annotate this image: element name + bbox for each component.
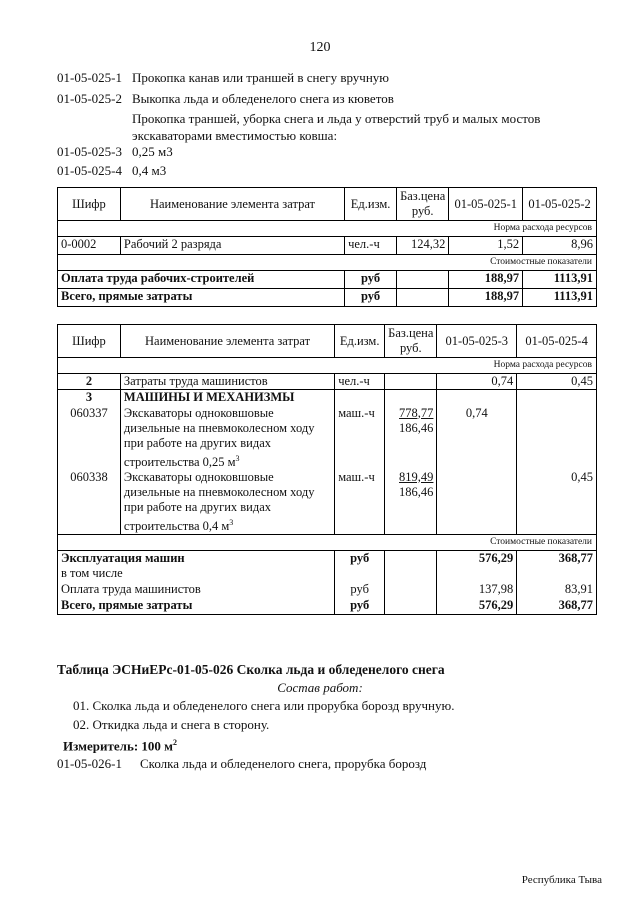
total-name: в том числе <box>58 566 335 582</box>
total-name: Оплата труда машинистов <box>58 582 335 598</box>
page-number: 120 <box>309 40 331 55</box>
total-unit: руб <box>335 582 385 598</box>
col-header-code: Шифр <box>58 188 121 221</box>
total-unit: руб <box>345 289 397 307</box>
total-row <box>58 289 597 307</box>
header-text-4: 0,25 м3 <box>132 144 173 159</box>
row-unit: чел.-ч <box>335 374 385 390</box>
col-header-price: Баз.цена руб. <box>385 325 437 358</box>
row-v2: 8,96 <box>523 237 597 255</box>
col-header-name: Наименование элемента затрат <box>120 188 344 221</box>
measure-sup: 2 <box>173 738 178 747</box>
machine-price: 778,77 <box>399 405 434 420</box>
norms-table-2 <box>57 324 597 615</box>
total-v2: 1113,91 <box>523 271 597 289</box>
header-code-1: 01-05-025-1 <box>57 70 122 85</box>
section-title: Таблица ЭСНиЕРс-01-05-026 Сколка льда и обледенелого снега <box>57 662 445 677</box>
total-v1: 576,29 <box>437 598 517 614</box>
measure-label: Измеритель: 100 м <box>63 738 174 754</box>
col-header-v2: 01-05-025-2 <box>523 188 597 221</box>
header-text-2: Выкопка льда и обледенелого снега из кюветов <box>132 91 394 106</box>
section-name: МАШИНЫ И МЕХАНИЗМЫ <box>120 390 334 406</box>
table-row <box>58 374 597 390</box>
machine-sup: 3 <box>229 517 234 527</box>
total-v2: 83,91 <box>517 582 597 598</box>
line-code: 01-05-026-1 <box>57 756 122 771</box>
total-v2: 1113,91 <box>523 289 597 307</box>
line-text: Сколка льда и обледенелого снега, прорубка борозд <box>140 756 427 771</box>
total-v2: 368,77 <box>517 598 597 614</box>
table-row <box>58 237 597 255</box>
col-header-v1: 01-05-025-3 <box>437 325 517 358</box>
total-v1: 188,97 <box>449 289 523 307</box>
work-item-1: 01. Сколка льда и обледенелого снега или прорубка борозд вручную. <box>73 698 455 713</box>
total-v1: 188,97 <box>449 271 523 289</box>
machine-price-2: 186,46 <box>399 420 434 435</box>
col-header-price: Баз.цена руб. <box>397 188 449 221</box>
composition-label: Состав работ: <box>277 680 363 695</box>
header-code-2: 01-05-025-2 <box>57 91 122 106</box>
total-v1: 576,29 <box>437 550 517 566</box>
header-text-5: 0,4 м3 <box>132 163 167 178</box>
total-unit: руб <box>335 550 385 566</box>
total-row <box>58 271 597 289</box>
row-unit: чел.-ч <box>345 237 397 255</box>
col-header-unit: Ед.изм. <box>345 188 397 221</box>
col-header-v2: 01-05-025-4 <box>517 325 597 358</box>
total-name: Всего, прямые затраты <box>58 598 335 614</box>
total-row <box>58 582 597 598</box>
total-row <box>58 566 597 582</box>
norms-table-1 <box>57 187 597 307</box>
total-row <box>58 550 597 566</box>
cost-label: Стоимостные показатели <box>58 534 597 550</box>
cost-label: Стоимостные показатели <box>58 255 597 271</box>
machine-name: Экскаваторы одноковшовые дизельные на пневмоколесном ходу при работе на других видах строительства 0,25 м <box>123 405 315 469</box>
row-v1: 0,74 <box>437 374 517 390</box>
machine-v2: 0,45 <box>517 470 597 535</box>
machine-sup: 3 <box>235 453 240 463</box>
table-row <box>58 470 597 535</box>
header-text-1: Прокопка канав или траншей в снегу вручную <box>132 70 389 85</box>
col-header-v1: 01-05-025-1 <box>449 188 523 221</box>
table-row <box>58 406 597 470</box>
row-code: 0-0002 <box>58 237 121 255</box>
row-v1: 1,52 <box>449 237 523 255</box>
machine-price: 819,49 <box>399 469 434 484</box>
header-code-4: 01-05-025-3 <box>57 144 122 159</box>
row-v2: 0,45 <box>517 374 597 390</box>
machine-unit: маш.-ч <box>335 470 385 535</box>
row-name: Затраты труда машинистов <box>120 374 334 390</box>
norm-label: Норма расхода ресурсов <box>58 358 597 374</box>
col-header-code: Шифр <box>58 325 121 358</box>
norm-label: Норма расхода ресурсов <box>58 221 597 237</box>
row-name: Рабочий 2 разряда <box>120 237 344 255</box>
machine-name: Экскаваторы одноковшовые дизельные на пневмоколесном ходу при работе на других видах строительства 0,4 м <box>123 469 315 533</box>
header-text-3: Прокопка траншей, уборка снега и льда у отверстий труб и малых мостов экскаваторами вместимостью ковша: <box>132 111 541 143</box>
total-row <box>58 598 597 614</box>
header-code-5: 01-05-025-4 <box>57 163 122 178</box>
row-code: 2 <box>58 374 121 390</box>
machine-price-2: 186,46 <box>399 484 434 499</box>
col-header-unit: Ед.изм. <box>335 325 385 358</box>
machine-code: 060337 <box>58 406 121 470</box>
machine-v1 <box>437 470 517 535</box>
section-row <box>58 390 597 406</box>
total-name: Оплата труда рабочих-строителей <box>58 271 345 289</box>
col-header-name: Наименование элемента затрат <box>120 325 334 358</box>
total-name: Эксплуатация машин <box>58 550 335 566</box>
work-item-2: 02. Откидка льда и снега в сторону. <box>73 717 270 732</box>
footer-region: Республика Тыва <box>521 874 602 886</box>
total-v2: 368,77 <box>517 550 597 566</box>
total-v1: 137,98 <box>437 582 517 598</box>
machine-v2 <box>517 406 597 470</box>
total-name: Всего, прямые затраты <box>58 289 345 307</box>
machine-unit: маш.-ч <box>335 406 385 470</box>
section-code: 3 <box>58 390 121 406</box>
machine-code: 060338 <box>58 470 121 535</box>
total-unit: руб <box>335 598 385 614</box>
machine-v1: 0,74 <box>437 406 517 470</box>
row-price: 124,32 <box>397 237 449 255</box>
total-unit: руб <box>345 271 397 289</box>
